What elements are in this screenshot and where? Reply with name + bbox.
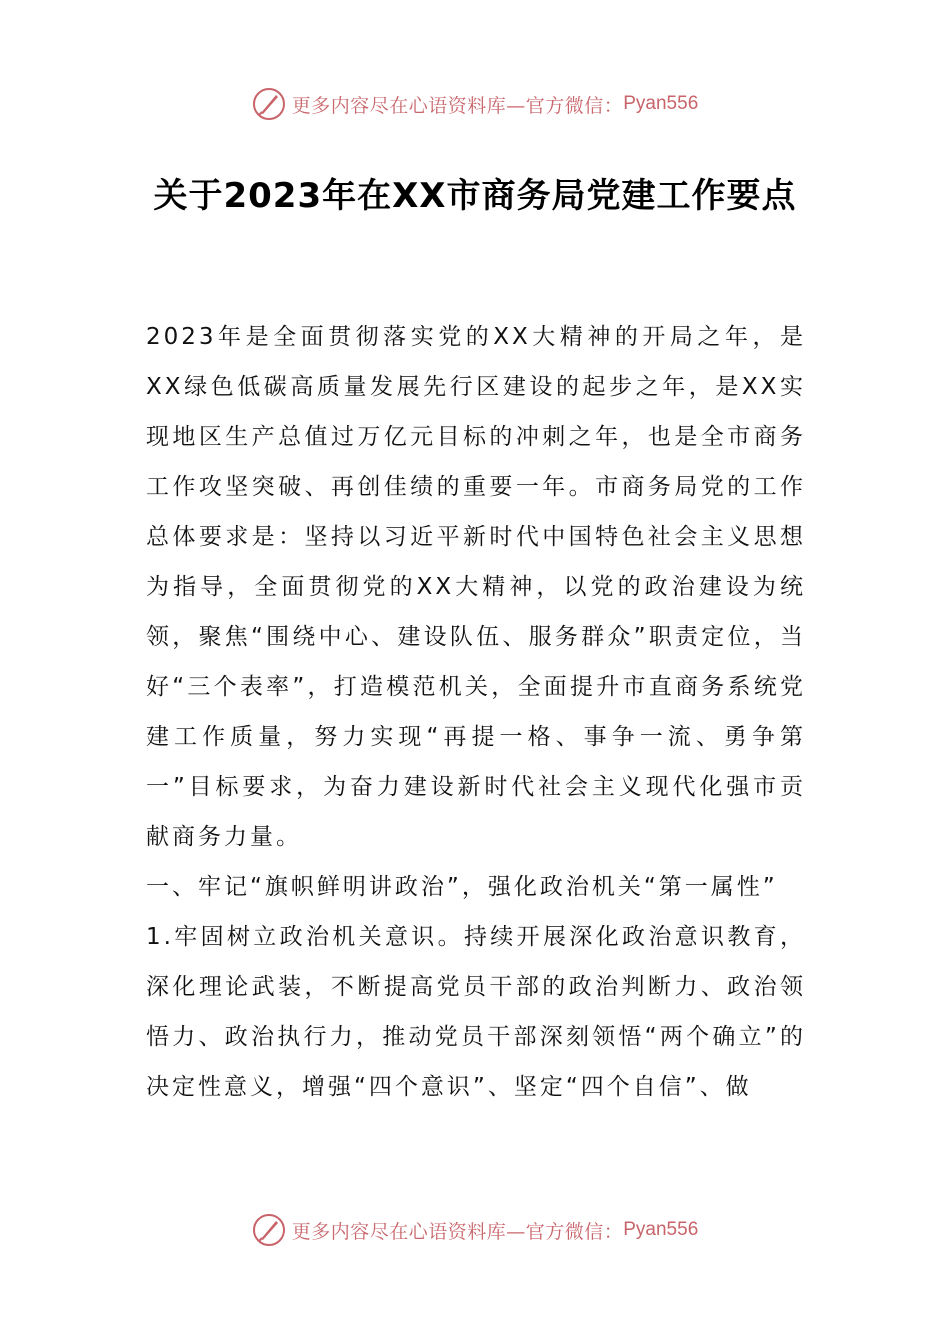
section-heading-1: 一、牢记“旗帜鲜明讲政治”，强化政治机关“第一属性”	[146, 874, 778, 900]
watermark-wechat-id: Pyan556	[623, 93, 699, 114]
watermark-text: 更多内容尽在心语资料库—官方微信：	[291, 1220, 624, 1243]
watermark-text: 更多内容尽在心语资料库—官方微信：	[291, 94, 624, 117]
watermark-footer	[0, 1210, 950, 1250]
document-body	[146, 312, 806, 1112]
watermark-wechat-id: Pyan556	[623, 1219, 699, 1240]
watermark-header	[0, 84, 950, 124]
document-title: 关于2023年在XX市商务局党建工作要点	[153, 176, 797, 216]
quill-pen-icon	[252, 87, 286, 121]
quill-pen-icon	[252, 1213, 286, 1247]
paragraph-item-1: 1.牢固树立政治机关意识。持续开展深化政治意识教育，深化理论武装，不断提高党员干部的政治判断力、政治领悟力、政治执行力，推动党员干部深刻领悟“两个确立”的决定性意义，增强“四个意识”、坚定“四个自信”、做	[146, 924, 806, 1100]
paragraph-intro: 2023年是全面贯彻落实党的XX大精神的开局之年，是XX绿色低碳高质量发展先行区建设的起步之年，是XX实现地区生产总值过万亿元目标的冲刺之年，也是全市商务工作攻坚突破、再创佳绩的重要一年。市商务局党的工作总体要求是：坚持以习近平新时代中国特色社会主义思想为指导，全面贯彻党的XX大精神，以党的政治建设为统领，聚焦“围绕中心、建设队伍、服务群众”职责定位，当好“三个表率”，打造模范机关，全面提升市直商务系统党建工作质量，努力实现“再提一格、事争一流、勇争第一”目标要求，为奋力建设新时代社会主义现代化强市贡献商务力量。	[146, 324, 806, 850]
